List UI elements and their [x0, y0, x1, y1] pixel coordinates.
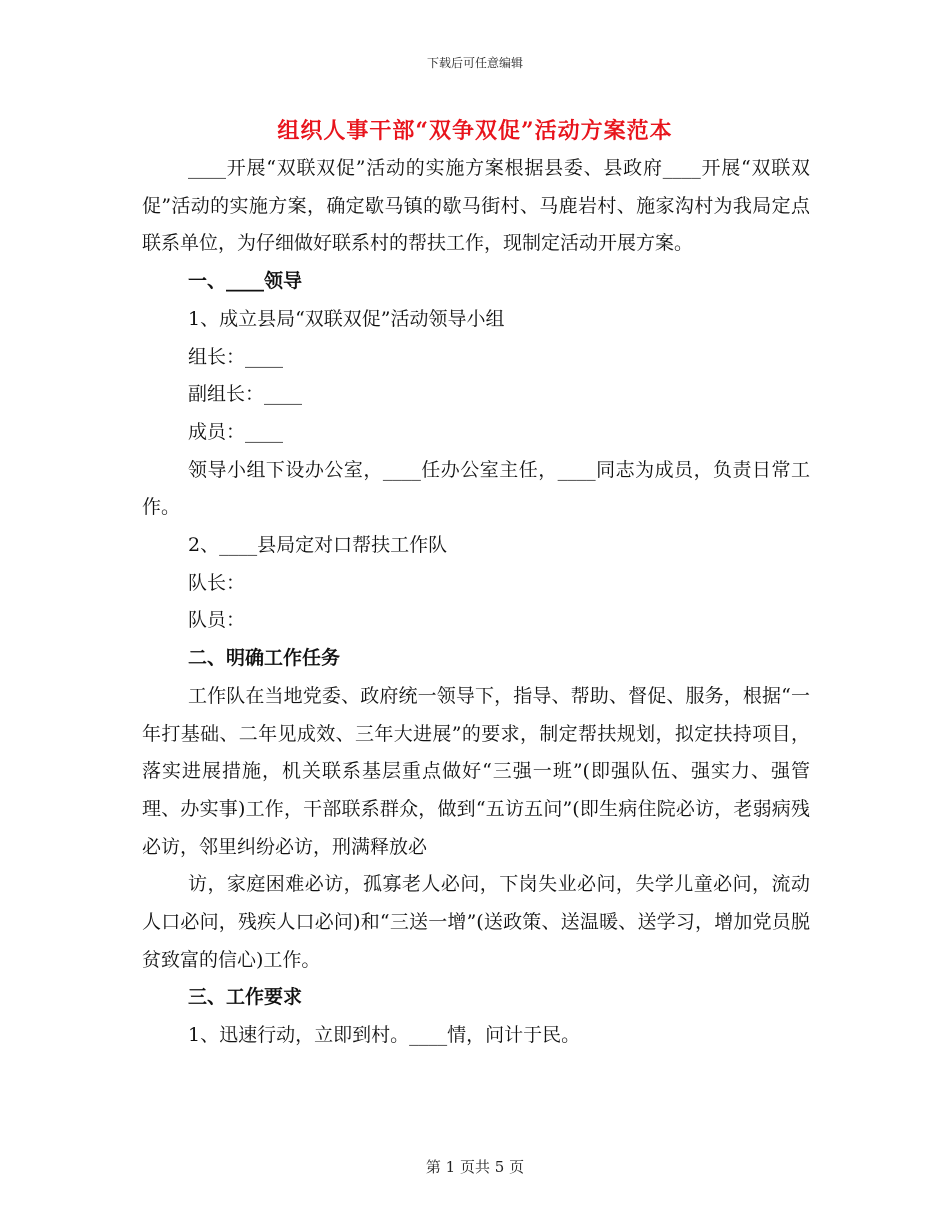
- tasks-paragraph-continued: 访，家庭困难必访，孤寡老人必问，下岗失业必问，失学儿童必问，流动人口必问，残疾人口必问)和“三送一增”(送政策、送温暖、送学习，增加党员脱贫致富的信心)工作。: [142, 873, 810, 971]
- field-group-leader: 组长：____: [188, 345, 284, 368]
- field-deputy-leader: 副组长：____: [188, 383, 303, 406]
- list-item-act-quickly: 1、迅速行动，立即到村。____情，问计于民。: [188, 1024, 581, 1047]
- tasks-paragraph: 工作队在当地党委、政府统一领导下，指导、帮助、督促、服务，根据“一年打基础、二年见成效、三年大进展”的要求，制定帮扶规划，拟定扶持项目，落实进展措施，机关联系基层重点做好“三强一班”(即强队伍、强实力、强管理、办实事)工作，干部联系群众，做到“五访五问”(即生病住院必访，老弱病残必访，邻里纠纷必访，刑满释放必: [142, 684, 810, 858]
- page-footer-number: 第 1 页共 5 页: [425, 1158, 525, 1176]
- document-body: [142, 150, 810, 1055]
- section-heading-tasks: 二、明确工作任务: [188, 647, 341, 670]
- page-header-note: 下载后可任意编辑: [426, 56, 523, 70]
- section-heading-requirements: 三、工作要求: [188, 986, 303, 1009]
- office-paragraph: 领导小组下设办公室，____任办公室主任，____同志为成员，负责日常工作。: [142, 458, 810, 519]
- field-members: 成员：____: [188, 420, 284, 443]
- list-item-leading-group: 1、成立县局“双联双促”活动领导小组: [188, 307, 505, 330]
- list-item-work-team: 2、____县局定对口帮扶工作队: [188, 534, 448, 557]
- field-team-leader: 队长：: [188, 571, 246, 594]
- field-team-members: 队员：: [188, 609, 246, 632]
- intro-paragraph: ____开展“双联双促”活动的实施方案根据县委、县政府____开展“双联双促”活动的实施方案，确定歇马镇的歇马街村、马鹿岩村、施家沟村为我局定点联系单位，为仔细做好联系村的帮扶工作，现制定活动开展方案。: [142, 157, 810, 255]
- document-title: 组织人事干部“双争双促”活动方案范本: [277, 118, 673, 144]
- section-heading-leadership: 一、____领导: [188, 270, 303, 293]
